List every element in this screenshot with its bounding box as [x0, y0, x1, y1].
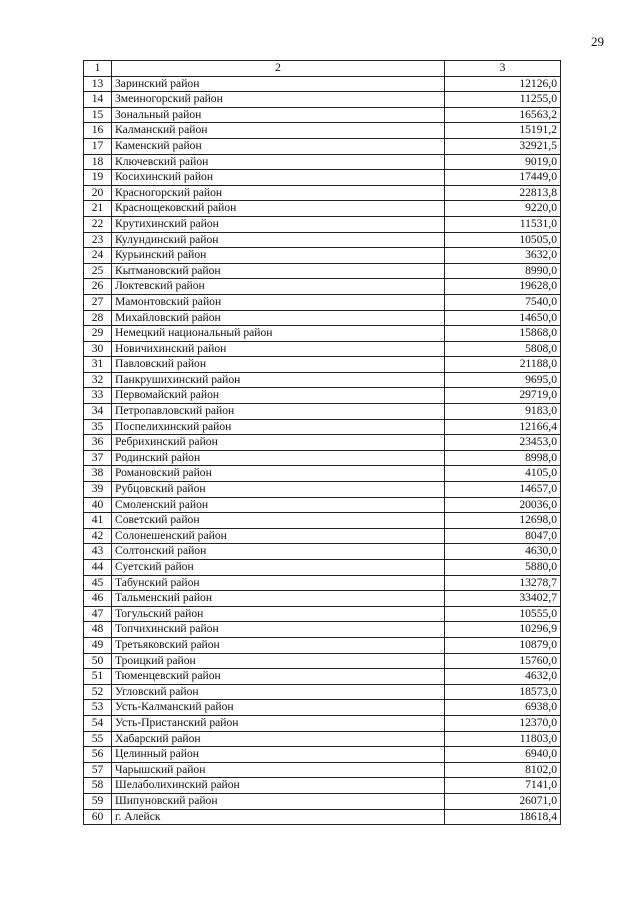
district-name-cell: Кулундинский район [112, 232, 445, 248]
row-number-cell: 31 [84, 357, 112, 373]
table-row [84, 92, 561, 108]
table-row [84, 482, 561, 498]
district-name-cell: Солтонский район [112, 544, 445, 560]
value-cell: 6940,0 [445, 747, 561, 763]
table-row [84, 372, 561, 388]
value-cell: 12126,0 [445, 76, 561, 92]
value-cell: 33402,7 [445, 591, 561, 607]
district-name-cell: Хабарский район [112, 731, 445, 747]
row-number-cell: 13 [84, 76, 112, 92]
table-row [84, 669, 561, 685]
value-cell: 12166,4 [445, 419, 561, 435]
row-number-cell: 33 [84, 388, 112, 404]
district-name-cell: Поспелихинский район [112, 419, 445, 435]
table-row [84, 154, 561, 170]
table-row [84, 294, 561, 310]
value-cell: 8047,0 [445, 528, 561, 544]
table-row [84, 793, 561, 809]
value-cell: 9019,0 [445, 154, 561, 170]
table-row [84, 762, 561, 778]
table-row [84, 809, 561, 825]
table-row [84, 591, 561, 607]
district-name-cell: Советский район [112, 513, 445, 529]
value-cell: 20036,0 [445, 497, 561, 513]
row-number-cell: 16 [84, 123, 112, 139]
value-cell: 4105,0 [445, 466, 561, 482]
row-number-cell: 50 [84, 653, 112, 669]
value-cell: 7141,0 [445, 778, 561, 794]
value-cell: 23453,0 [445, 435, 561, 451]
district-name-cell: Каменский район [112, 138, 445, 154]
table-row [84, 435, 561, 451]
table-row [84, 279, 561, 295]
column-header-number: 1 [84, 61, 112, 77]
value-cell: 9220,0 [445, 201, 561, 217]
table-row [84, 341, 561, 357]
table-row [84, 107, 561, 123]
table-row [84, 310, 561, 326]
district-name-cell: Троицкий район [112, 653, 445, 669]
table-row [84, 170, 561, 186]
value-cell: 8102,0 [445, 762, 561, 778]
row-number-cell: 44 [84, 560, 112, 576]
table-row [84, 263, 561, 279]
table-row [84, 201, 561, 217]
row-number-cell: 21 [84, 201, 112, 217]
district-name-cell: Красногорский район [112, 185, 445, 201]
district-name-cell: Немецкий национальный район [112, 326, 445, 342]
table-row [84, 622, 561, 638]
table-row [84, 388, 561, 404]
row-number-cell: 39 [84, 482, 112, 498]
value-cell: 12370,0 [445, 715, 561, 731]
district-name-cell: Краснощековский район [112, 201, 445, 217]
value-cell: 29719,0 [445, 388, 561, 404]
value-cell: 18573,0 [445, 684, 561, 700]
value-cell: 4630,0 [445, 544, 561, 560]
district-name-cell: Тогульский район [112, 606, 445, 622]
row-number-cell: 46 [84, 591, 112, 607]
row-number-cell: 26 [84, 279, 112, 295]
table-row [84, 528, 561, 544]
value-cell: 10296,9 [445, 622, 561, 638]
table-row [84, 138, 561, 154]
value-cell: 8998,0 [445, 450, 561, 466]
table-row [84, 123, 561, 139]
table-row [84, 76, 561, 92]
column-header-value: 3 [445, 61, 561, 77]
value-cell: 3632,0 [445, 248, 561, 264]
table-row [84, 513, 561, 529]
value-cell: 8990,0 [445, 263, 561, 279]
district-name-cell: Новичихинский район [112, 341, 445, 357]
district-name-cell: Павловский район [112, 357, 445, 373]
row-number-cell: 28 [84, 310, 112, 326]
table-row [84, 544, 561, 560]
value-cell: 21188,0 [445, 357, 561, 373]
table-row [84, 248, 561, 264]
table-row [84, 357, 561, 373]
value-cell: 15760,0 [445, 653, 561, 669]
district-name-cell: Локтевский район [112, 279, 445, 295]
row-number-cell: 22 [84, 216, 112, 232]
row-number-cell: 51 [84, 669, 112, 685]
row-number-cell: 35 [84, 419, 112, 435]
district-name-cell: Зональный район [112, 107, 445, 123]
row-number-cell: 58 [84, 778, 112, 794]
table-row [84, 450, 561, 466]
row-number-cell: 14 [84, 92, 112, 108]
value-cell: 7540,0 [445, 294, 561, 310]
row-number-cell: 54 [84, 715, 112, 731]
district-name-cell: Калманский район [112, 123, 445, 139]
row-number-cell: 24 [84, 248, 112, 264]
row-number-cell: 60 [84, 809, 112, 825]
row-number-cell: 15 [84, 107, 112, 123]
column-header-name: 2 [112, 61, 445, 77]
district-name-cell: Змеиногорский район [112, 92, 445, 108]
district-name-cell: Ребрихинский район [112, 435, 445, 451]
table-row [84, 653, 561, 669]
row-number-cell: 57 [84, 762, 112, 778]
value-cell: 10505,0 [445, 232, 561, 248]
table-row [84, 778, 561, 794]
row-number-cell: 47 [84, 606, 112, 622]
table-row [84, 466, 561, 482]
district-name-cell: Родинский район [112, 450, 445, 466]
table-row [84, 216, 561, 232]
district-name-cell: Усть-Пристанский район [112, 715, 445, 731]
table-row [84, 404, 561, 420]
table-row [84, 497, 561, 513]
row-number-cell: 20 [84, 185, 112, 201]
row-number-cell: 17 [84, 138, 112, 154]
table-row [84, 731, 561, 747]
row-number-cell: 32 [84, 372, 112, 388]
row-number-cell: 30 [84, 341, 112, 357]
row-number-cell: 40 [84, 497, 112, 513]
district-name-cell: Тюменцевский район [112, 669, 445, 685]
district-name-cell: Смоленский район [112, 497, 445, 513]
table-header-row [84, 61, 561, 77]
row-number-cell: 55 [84, 731, 112, 747]
row-number-cell: 41 [84, 513, 112, 529]
district-name-cell: Табунский район [112, 575, 445, 591]
table-body [84, 76, 561, 825]
row-number-cell: 43 [84, 544, 112, 560]
row-number-cell: 27 [84, 294, 112, 310]
district-name-cell: Угловский район [112, 684, 445, 700]
value-cell: 14657,0 [445, 482, 561, 498]
row-number-cell: 19 [84, 170, 112, 186]
value-cell: 15868,0 [445, 326, 561, 342]
value-cell: 26071,0 [445, 793, 561, 809]
data-table [83, 60, 561, 825]
table-row [84, 185, 561, 201]
district-name-cell: Шипуновский район [112, 793, 445, 809]
table-row [84, 326, 561, 342]
district-name-cell: Мамонтовский район [112, 294, 445, 310]
table-row [84, 419, 561, 435]
value-cell: 6938,0 [445, 700, 561, 716]
district-name-cell: г. Алейск [112, 809, 445, 825]
district-name-cell: Первомайский район [112, 388, 445, 404]
value-cell: 32921,5 [445, 138, 561, 154]
row-number-cell: 36 [84, 435, 112, 451]
value-cell: 4632,0 [445, 669, 561, 685]
row-number-cell: 38 [84, 466, 112, 482]
district-name-cell: Косихинский район [112, 170, 445, 186]
table-row [84, 560, 561, 576]
district-name-cell: Панкрушихинский район [112, 372, 445, 388]
value-cell: 22813,8 [445, 185, 561, 201]
table-row [84, 700, 561, 716]
district-name-cell: Михайловский район [112, 310, 445, 326]
row-number-cell: 48 [84, 622, 112, 638]
table-row [84, 747, 561, 763]
value-cell: 10879,0 [445, 637, 561, 653]
value-cell: 5808,0 [445, 341, 561, 357]
value-cell: 11531,0 [445, 216, 561, 232]
district-name-cell: Рубцовский район [112, 482, 445, 498]
district-name-cell: Солонешенский район [112, 528, 445, 544]
row-number-cell: 56 [84, 747, 112, 763]
table-row [84, 575, 561, 591]
row-number-cell: 52 [84, 684, 112, 700]
table-row [84, 606, 561, 622]
value-cell: 5880,0 [445, 560, 561, 576]
district-name-cell: Суетский район [112, 560, 445, 576]
district-name-cell: Курьинский район [112, 248, 445, 264]
value-cell: 17449,0 [445, 170, 561, 186]
district-name-cell: Тальменский район [112, 591, 445, 607]
value-cell: 12698,0 [445, 513, 561, 529]
row-number-cell: 49 [84, 637, 112, 653]
value-cell: 16563,2 [445, 107, 561, 123]
value-cell: 11803,0 [445, 731, 561, 747]
district-name-cell: Кытмановский район [112, 263, 445, 279]
district-name-cell: Петропавловский район [112, 404, 445, 420]
table-row [84, 684, 561, 700]
district-name-cell: Усть-Калманский район [112, 700, 445, 716]
row-number-cell: 25 [84, 263, 112, 279]
row-number-cell: 53 [84, 700, 112, 716]
district-name-cell: Романовский район [112, 466, 445, 482]
district-name-cell: Целинный район [112, 747, 445, 763]
page-number: 29 [591, 34, 604, 49]
table-row [84, 715, 561, 731]
district-name-cell: Шелаболихинский район [112, 778, 445, 794]
value-cell: 11255,0 [445, 92, 561, 108]
district-name-cell: Крутихинский район [112, 216, 445, 232]
row-number-cell: 18 [84, 154, 112, 170]
district-name-cell: Ключевский район [112, 154, 445, 170]
value-cell: 9695,0 [445, 372, 561, 388]
district-name-cell: Третьяковский район [112, 637, 445, 653]
row-number-cell: 42 [84, 528, 112, 544]
value-cell: 19628,0 [445, 279, 561, 295]
row-number-cell: 59 [84, 793, 112, 809]
table-row [84, 232, 561, 248]
value-cell: 15191,2 [445, 123, 561, 139]
row-number-cell: 45 [84, 575, 112, 591]
value-cell: 18618,4 [445, 809, 561, 825]
value-cell: 13278,7 [445, 575, 561, 591]
value-cell: 9183,0 [445, 404, 561, 420]
table-row [84, 637, 561, 653]
row-number-cell: 34 [84, 404, 112, 420]
row-number-cell: 29 [84, 326, 112, 342]
district-name-cell: Топчихинский район [112, 622, 445, 638]
row-number-cell: 23 [84, 232, 112, 248]
district-name-cell: Чарышский район [112, 762, 445, 778]
row-number-cell: 37 [84, 450, 112, 466]
value-cell: 14650,0 [445, 310, 561, 326]
district-name-cell: Заринский район [112, 76, 445, 92]
value-cell: 10555,0 [445, 606, 561, 622]
